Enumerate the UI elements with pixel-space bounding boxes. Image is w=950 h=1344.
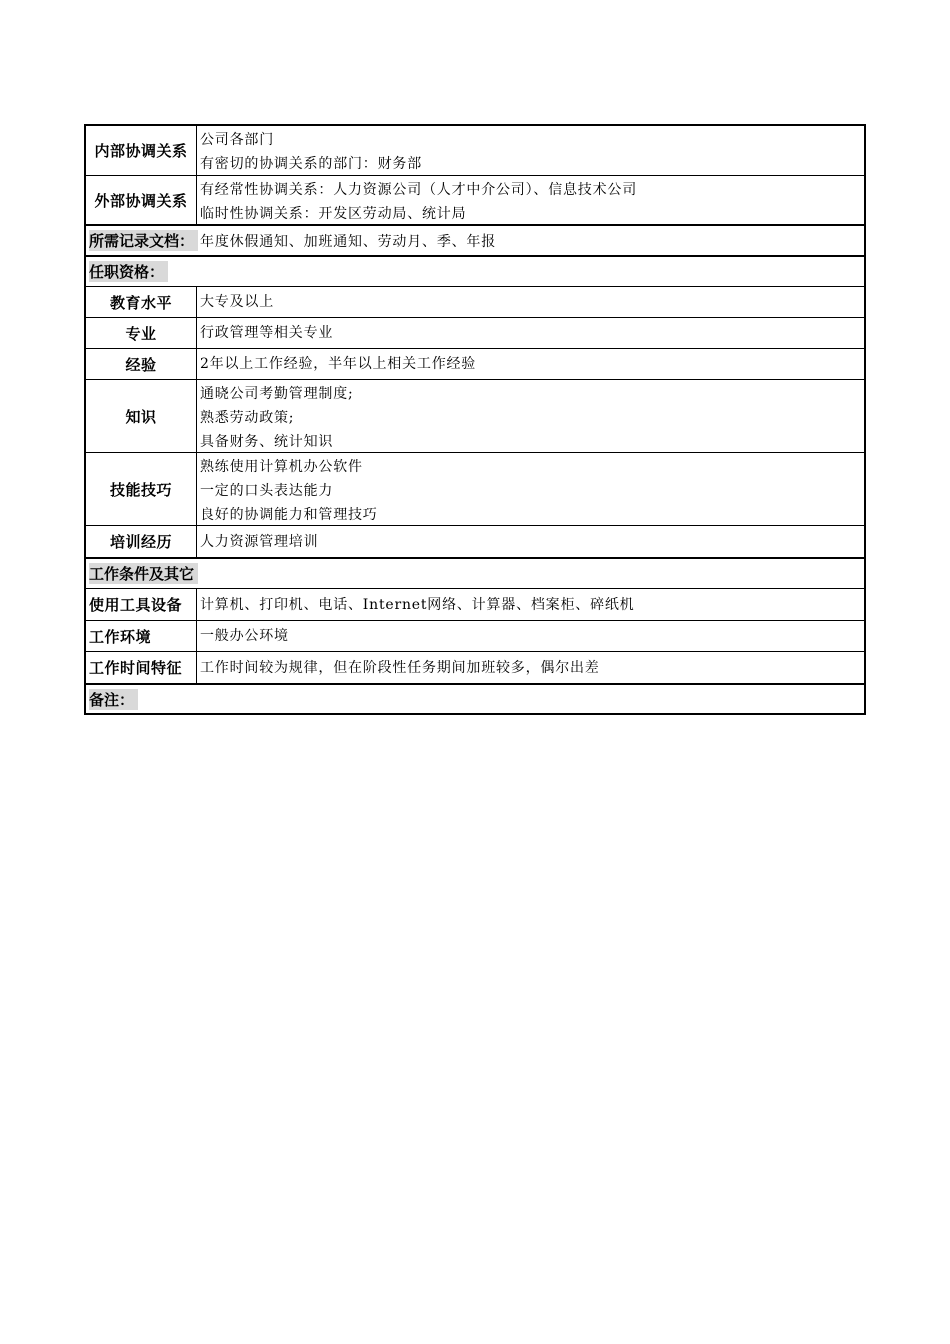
knowledge-value bbox=[197, 380, 864, 452]
external-coordination-row bbox=[86, 175, 864, 224]
value-line: 工作时间较为规律，但在阶段性任务期间加班较多，偶尔出差 bbox=[200, 659, 600, 676]
training-value bbox=[197, 526, 864, 557]
condition-row-tools bbox=[86, 588, 864, 620]
tools-label: 使用工具设备 bbox=[86, 589, 197, 620]
internal-coordination-label: 内部协调关系 bbox=[86, 126, 197, 175]
condition-row-environment bbox=[86, 620, 864, 651]
value-line: 2年以上工作经验，半年以上相关工作经验 bbox=[200, 356, 477, 372]
conditions-title-text: 工作条件及其它 bbox=[89, 563, 198, 584]
conditions-title bbox=[86, 559, 864, 588]
qualifications-title bbox=[86, 257, 864, 286]
external-coordination-label: 外部协调关系 bbox=[86, 176, 197, 224]
major-value bbox=[197, 318, 864, 348]
value-line: 良好的协调能力和管理技巧 bbox=[200, 507, 378, 523]
value-line: 有密切的协调关系的部门：财务部 bbox=[200, 156, 422, 172]
hours-value bbox=[197, 652, 864, 683]
value-line: 公司各部门 bbox=[200, 132, 274, 148]
value-line: 大专及以上 bbox=[200, 294, 274, 310]
qualifications-header-row bbox=[86, 255, 864, 286]
remarks bbox=[86, 685, 864, 713]
value-line: 通晓公司考勤管理制度; bbox=[200, 386, 354, 402]
job-description-table bbox=[84, 124, 866, 715]
value-line: 行政管理等相关专业 bbox=[200, 325, 334, 341]
qualification-row-education bbox=[86, 286, 864, 317]
value-line: 人力资源管理培训 bbox=[200, 533, 319, 550]
required-records bbox=[86, 226, 864, 255]
qualification-row-training bbox=[86, 525, 864, 557]
qualifications-title-text: 任职资格： bbox=[89, 261, 168, 282]
environment-value bbox=[197, 621, 864, 651]
knowledge-label: 知识 bbox=[86, 380, 197, 452]
education-value bbox=[197, 287, 864, 317]
skills-value bbox=[197, 453, 864, 525]
value-line: 具备财务、统计知识 bbox=[200, 434, 334, 450]
value-line: 有经常性协调关系：人力资源公司（人才中介公司）、信息技术公司 bbox=[200, 182, 637, 198]
value-line: 熟悉劳动政策; bbox=[200, 410, 295, 426]
training-label: 培训经历 bbox=[86, 526, 197, 557]
qualification-row-experience bbox=[86, 348, 864, 379]
conditions-header-row bbox=[86, 557, 864, 588]
value-line: 计算机、打印机、电话、Internet网络、计算器、档案柜、碎纸机 bbox=[200, 596, 635, 613]
qualification-row-skills bbox=[86, 452, 864, 525]
environment-label: 工作环境 bbox=[86, 621, 197, 651]
required-records-label: 所需记录文档： bbox=[89, 230, 198, 251]
hours-label: 工作时间特征 bbox=[86, 652, 197, 683]
qualification-row-knowledge bbox=[86, 379, 864, 452]
value-line: 熟练使用计算机办公软件 bbox=[200, 459, 363, 475]
remarks-row bbox=[86, 683, 864, 713]
required-records-value: 年度休假通知、加班通知、劳动月、季、年报 bbox=[200, 233, 497, 250]
qualification-row-major bbox=[86, 317, 864, 348]
education-label: 教育水平 bbox=[86, 287, 197, 317]
experience-label: 经验 bbox=[86, 349, 197, 379]
condition-row-hours bbox=[86, 651, 864, 683]
value-line: 临时性协调关系：开发区劳动局、统计局 bbox=[200, 206, 467, 222]
required-records-row bbox=[86, 224, 864, 255]
tools-value bbox=[197, 589, 864, 620]
external-coordination-value bbox=[197, 176, 864, 224]
remarks-label: 备注： bbox=[89, 689, 138, 710]
internal-coordination-value bbox=[197, 126, 864, 175]
internal-coordination-row bbox=[86, 126, 864, 175]
value-line: 一定的口头表达能力 bbox=[200, 483, 334, 499]
value-line: 一般办公环境 bbox=[200, 628, 289, 644]
major-label: 专业 bbox=[86, 318, 197, 348]
experience-value bbox=[197, 349, 864, 379]
skills-label: 技能技巧 bbox=[86, 453, 197, 525]
